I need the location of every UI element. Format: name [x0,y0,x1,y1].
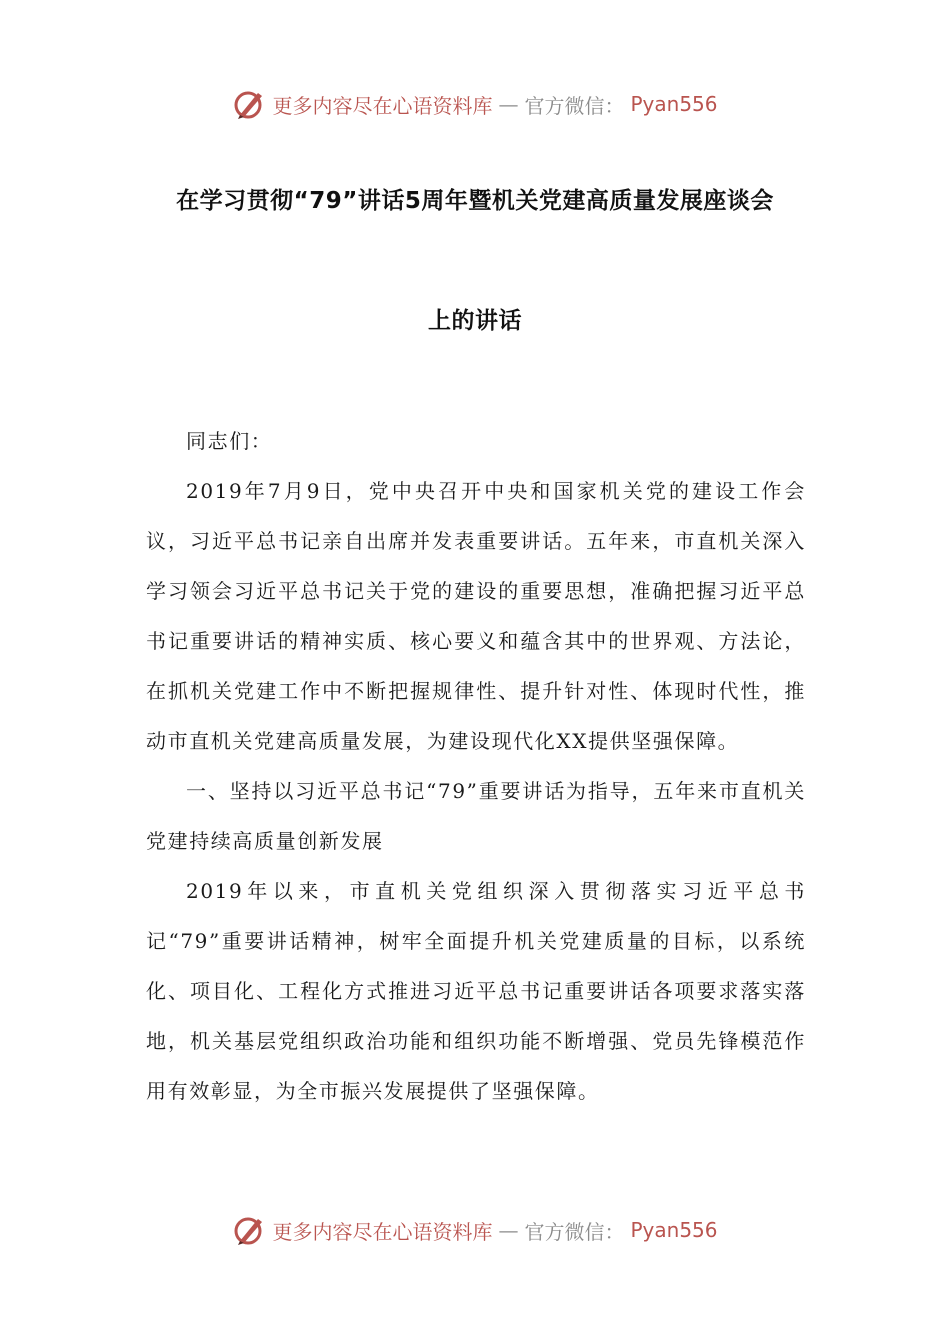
watermark-main-text: 更多内容尽在心语资料库 [272,93,493,118]
section-heading-1: 一、坚持以习近平总书记“79”重要讲话为指导，五年来市直机关党建持续高质量创新发展 [146,779,806,853]
watermark-header [0,84,950,124]
pen-logo-icon [232,87,266,121]
document-body [146,416,806,1116]
watermark-sub-text: 官方微信： [524,93,625,118]
watermark-sub-text: 官方微信： [524,1219,625,1244]
watermark-dash: — [498,92,519,116]
watermark-wechat-id: Pyan556 [630,1218,718,1242]
paragraph-intro: 2019年7月9日，党中央召开中央和国家机关党的建设工作会议，习近平总书记亲自出席并发表重要讲话。五年来，市直机关深入学习领会习近平总书记关于党的建设的重要思想，准确把握习近平总书记重要讲话的精神实质、核心要义和蕴含其中的世界观、方法论，在抓机关党建工作中不断把握规律性、提升针对性、体现时代性，推动市直机关党建高质量发展，为建设现代化XX提供坚强保障。 [146,479,806,753]
watermark-main-text: 更多内容尽在心语资料库 [272,1219,493,1244]
document-title-line-2: 上的讲话 [428,308,522,334]
watermark-wechat-id: Pyan556 [630,92,718,116]
pen-logo-icon [232,1213,266,1247]
paragraph-section-1: 2019年以来，市直机关党组织深入贯彻落实习近平总书记“79”重要讲话精神，树牢全面提升机关党建质量的目标，以系统化、项目化、工程化方式推进习近平总书记重要讲话各项要求落实落地，机关基层党组织政治功能和组织功能不断增强、党员先锋模范作用有效彰显，为全市振兴发展提供了坚强保障。 [146,879,806,1103]
watermark-footer [0,1210,950,1250]
salutation: 同志们： [186,429,273,453]
document-title-line-1: 在学习贯彻“79”讲话5周年暨机关党建高质量发展座谈会 [176,188,774,214]
watermark-dash: — [498,1218,519,1242]
